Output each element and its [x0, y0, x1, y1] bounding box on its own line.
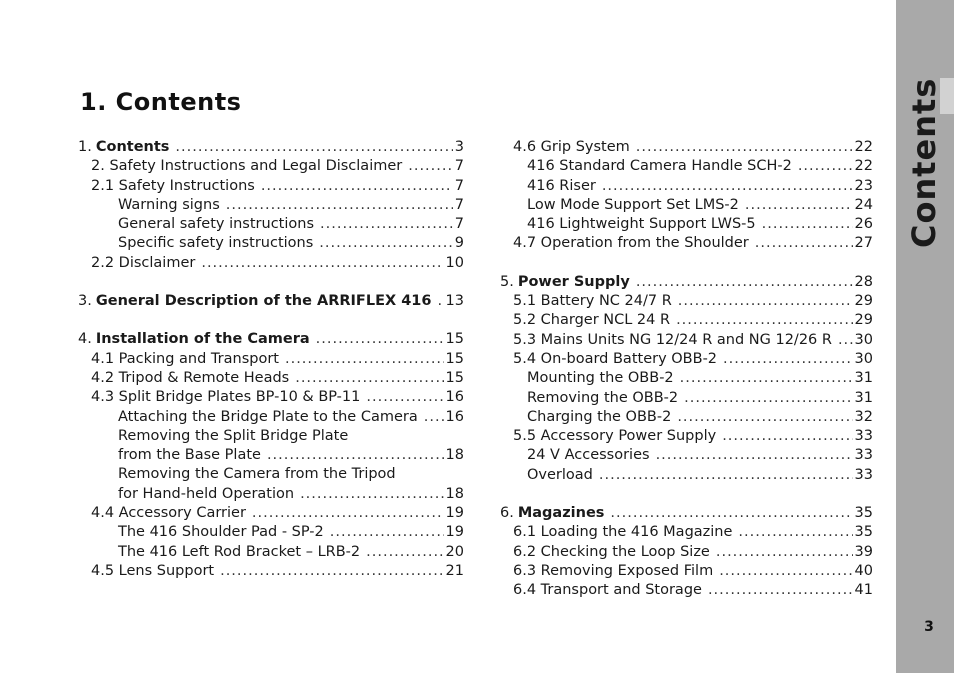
- toc-entry-label: 2.1 Safety Instructions: [91, 177, 255, 194]
- toc-dot-leader: [330, 523, 444, 542]
- toc-entry-page: 22: [854, 158, 873, 175]
- toc-entry-page: 32: [854, 408, 873, 425]
- toc-entry[interactable]: [500, 562, 873, 581]
- toc-entry-page: 10: [445, 254, 464, 271]
- toc-entry-page: 28: [854, 273, 873, 290]
- toc-right-column: [500, 138, 873, 601]
- toc-dot-leader: [610, 504, 852, 523]
- toc-entry-page: 35: [854, 524, 873, 541]
- toc-entry-page: 3: [454, 139, 464, 155]
- toc-dot-leader: [722, 427, 852, 446]
- toc-entry-page: 39: [854, 543, 873, 560]
- toc-dot-leader: [316, 330, 444, 349]
- toc-entry[interactable]: [78, 369, 464, 388]
- toc-entry-label: 4.7 Operation from the Shoulder: [513, 235, 749, 252]
- toc-entry-label: 416 Lightweight Support LWS-5: [527, 216, 756, 233]
- toc-entry-label: Warning signs: [118, 196, 220, 213]
- toc-dot-leader: [220, 562, 443, 581]
- toc-entry-label: 6.1 Loading the 416 Magazine: [513, 524, 733, 541]
- toc-entry-label: 4.3 Split Bridge Plates BP-10 & BP-11: [91, 389, 361, 406]
- toc-entry[interactable]: [78, 523, 464, 542]
- toc-entry[interactable]: [78, 215, 464, 234]
- toc-entry-page: 7: [454, 177, 464, 194]
- toc-left-column: [78, 138, 464, 581]
- toc-entry-label: 4.4 Accessory Carrier: [91, 505, 246, 522]
- toc-entry-page: 40: [854, 562, 873, 579]
- toc-dot-leader: [408, 157, 453, 176]
- toc-entry-page: 15: [445, 331, 464, 348]
- toc-entry-page: 7: [454, 158, 464, 175]
- toc-entry-label: Removing the OBB-2: [527, 389, 679, 406]
- toc-dot-leader: [838, 331, 853, 350]
- toc-entry-page: 29: [854, 293, 873, 310]
- toc-entry-page: 30: [854, 331, 873, 348]
- toc-entry-page: 7: [454, 216, 464, 233]
- toc-dot-leader: [267, 446, 444, 465]
- toc-entry-label: Specific safety instructions: [118, 235, 314, 252]
- toc-dot-leader: [723, 350, 853, 369]
- toc-entry[interactable]: [78, 138, 464, 157]
- toc-entry-page: 9: [454, 235, 464, 252]
- toc-entry-page: 22: [854, 139, 873, 155]
- toc-entry-label: for Hand-held Operation: [118, 485, 295, 502]
- toc-entry[interactable]: [500, 369, 873, 388]
- toc-entry[interactable]: [78, 254, 464, 273]
- toc-dot-leader: [201, 254, 443, 273]
- toc-entry[interactable]: [500, 466, 873, 485]
- toc-entry[interactable]: [78, 177, 464, 196]
- toc-entry[interactable]: [78, 196, 464, 215]
- toc-entry[interactable]: [500, 427, 873, 446]
- toc-entry[interactable]: [78, 485, 464, 504]
- toc-entry-number: 1.: [78, 139, 92, 155]
- toc-entry-label: 2. Safety Instructions and Legal Disclaimer: [91, 158, 403, 175]
- toc-entry[interactable]: [500, 389, 873, 408]
- toc-entry-label: 416 Riser: [527, 177, 596, 194]
- toc-entry[interactable]: [500, 408, 873, 427]
- toc-dot-leader: [716, 543, 853, 562]
- toc-entry-label: 6.4 Transport and Storage: [513, 582, 702, 599]
- toc-dot-leader: [175, 138, 452, 157]
- toc-entry[interactable]: [500, 331, 873, 350]
- toc-entry[interactable]: [500, 196, 873, 215]
- toc-dot-leader: [738, 523, 852, 542]
- toc-entry[interactable]: [78, 562, 464, 581]
- toc-entry-page: 33: [854, 447, 873, 464]
- page-title: 1. Contents: [80, 88, 242, 116]
- toc-entry-label: Attaching the Bridge Plate to the Camera: [118, 408, 418, 425]
- toc-entry[interactable]: [78, 408, 464, 427]
- toc-entry-page: 19: [445, 524, 464, 541]
- toc-entry-number: 4.: [78, 331, 92, 348]
- toc-entry[interactable]: [78, 427, 464, 446]
- toc-entry-label: 5.1 Battery NC 24/7 R: [513, 293, 672, 310]
- toc-entry[interactable]: [500, 177, 873, 196]
- toc-entry-label: 5.5 Accessory Power Supply: [513, 428, 717, 445]
- toc-entry-label: 5.2 Charger NCL 24 R: [513, 312, 671, 329]
- toc-dot-leader: [366, 543, 443, 562]
- toc-entry-label: Charging the OBB-2: [527, 408, 672, 425]
- toc-entry-page: 41: [854, 582, 873, 599]
- toc-dot-leader: [719, 562, 852, 581]
- toc-dot-leader: [599, 466, 853, 485]
- toc-entry-page: 16: [445, 389, 464, 406]
- toc-entry[interactable]: [500, 273, 873, 292]
- toc-entry-label: 2.2 Disclaimer: [91, 254, 196, 271]
- toc-entry-page: 13: [445, 293, 464, 310]
- toc-entry[interactable]: [78, 446, 464, 465]
- toc-entry[interactable]: [78, 543, 464, 562]
- toc-entry-page: 31: [854, 370, 873, 387]
- toc-entry-page: 19: [445, 505, 464, 522]
- toc-entry-label: 24 V Accessories: [527, 447, 650, 464]
- toc-dot-leader: [252, 504, 444, 523]
- toc-entry-label: General Description of the ARRIFLEX 416: [95, 293, 432, 310]
- toc-dot-leader: [684, 389, 852, 408]
- toc-dot-leader: [424, 408, 444, 427]
- toc-entry-label: 4.1 Packing and Transport: [91, 350, 279, 367]
- toc-entry-page: 23: [854, 177, 873, 194]
- toc-dot-leader: [656, 446, 853, 465]
- toc-entry-label: Magazines: [517, 505, 605, 522]
- toc-dot-leader: [300, 485, 443, 504]
- toc-entry[interactable]: [500, 581, 873, 600]
- toc-entry-page: 18: [445, 447, 464, 464]
- toc-entry-page: 33: [854, 428, 873, 445]
- toc-entry-label: The 416 Left Rod Bracket – LRB-2: [118, 543, 361, 560]
- toc-dot-leader: [762, 215, 853, 234]
- toc-entry-label: Removing the Camera from the Tripod: [118, 466, 396, 483]
- toc-entry-label: Contents: [95, 139, 170, 155]
- toc-entry[interactable]: [78, 234, 464, 253]
- toc-dot-leader: [677, 408, 852, 427]
- toc-dot-leader: [745, 196, 853, 215]
- toc-entry[interactable]: [78, 292, 464, 311]
- toc-entry[interactable]: [500, 157, 873, 176]
- toc-dot-leader: [755, 234, 853, 253]
- toc-entry-page: 31: [854, 389, 873, 406]
- page-number: 3: [924, 619, 934, 635]
- toc-dot-leader: [261, 177, 453, 196]
- side-tab-label: Contents: [905, 77, 943, 248]
- toc-entry[interactable]: [500, 292, 873, 311]
- toc-entry[interactable]: [78, 157, 464, 176]
- toc-entry[interactable]: [78, 504, 464, 523]
- toc-entry[interactable]: [500, 543, 873, 562]
- toc-entry-label: 4.6 Grip System: [513, 139, 630, 155]
- toc-entry-page: 35: [854, 505, 873, 522]
- toc-entry-label: General safety instructions: [118, 216, 315, 233]
- toc-entry-label: 4.2 Tripod & Remote Heads: [91, 369, 290, 386]
- toc-entry-label: 5.4 On-board Battery OBB-2: [513, 350, 718, 367]
- toc-entry-page: 33: [854, 466, 873, 483]
- toc-entry[interactable]: [500, 350, 873, 369]
- toc-entry[interactable]: [78, 465, 464, 484]
- toc-entry[interactable]: [500, 504, 873, 523]
- toc-dot-leader: [602, 177, 853, 196]
- toc-entry-label: Removing the Split Bridge Plate: [118, 427, 349, 444]
- toc-entry-number: 3.: [78, 293, 92, 310]
- toc-entry[interactable]: [500, 215, 873, 234]
- toc-dot-leader: [295, 369, 443, 388]
- toc-entry-page: 7: [454, 196, 464, 213]
- toc-dot-leader: [437, 292, 443, 311]
- toc-entry-label: 6.2 Checking the Loop Size: [513, 543, 710, 560]
- toc-dot-leader: [798, 157, 853, 176]
- toc-dot-leader: [708, 581, 853, 600]
- toc-entry-page: 18: [445, 485, 464, 502]
- toc-entry-page: 21: [445, 562, 464, 579]
- toc-entry[interactable]: [500, 234, 873, 253]
- toc-entry[interactable]: [500, 523, 873, 542]
- toc-entry-label: Mounting the OBB-2: [527, 370, 674, 387]
- toc-entry-page: 24: [854, 196, 873, 213]
- toc-entry[interactable]: [78, 330, 464, 349]
- toc-dot-leader: [676, 311, 852, 330]
- toc-entry-number: 5.: [500, 273, 514, 290]
- toc-entry-label: 5.3 Mains Units NG 12/24 R and NG 12/26 R: [513, 331, 832, 348]
- toc-dot-leader: [226, 196, 453, 215]
- toc-entry-page: 16: [445, 408, 464, 425]
- toc-dot-leader: [636, 273, 853, 292]
- toc-entry-page: 20: [445, 543, 464, 560]
- toc-entry-label: from the Base Plate: [118, 447, 261, 464]
- toc-entry-label: 416 Standard Camera Handle SCH-2: [527, 158, 792, 175]
- toc-entry-label: 6.3 Removing Exposed Film: [513, 562, 714, 579]
- toc-dot-leader: [366, 388, 443, 407]
- toc-entry[interactable]: [500, 138, 873, 157]
- toc-entry-label: Overload: [527, 466, 593, 483]
- toc-entry-label: The 416 Shoulder Pad - SP-2: [118, 524, 324, 541]
- toc-dot-leader: [680, 369, 853, 388]
- toc-dot-leader: [319, 234, 452, 253]
- toc-dot-leader: [285, 350, 444, 369]
- toc-entry-page: 15: [445, 369, 464, 386]
- toc-entry-page: 27: [854, 235, 873, 252]
- toc-entry-label: Low Mode Support Set LMS-2: [527, 196, 739, 213]
- toc-entry[interactable]: [78, 388, 464, 407]
- toc-entry[interactable]: [500, 311, 873, 330]
- toc-dot-leader: [636, 138, 853, 157]
- toc-entry-page: 26: [854, 216, 873, 233]
- toc-entry-label: Installation of the Camera: [95, 331, 310, 348]
- toc-entry-page: 29: [854, 312, 873, 329]
- toc-entry-number: 6.: [500, 505, 514, 522]
- toc-entry-page: 15: [445, 350, 464, 367]
- toc-entry[interactable]: [78, 350, 464, 369]
- toc-entry-label: 4.5 Lens Support: [91, 562, 215, 579]
- toc-dot-leader: [678, 292, 853, 311]
- toc-dot-leader: [320, 215, 453, 234]
- toc-entry-label: Power Supply: [517, 273, 630, 290]
- toc-entry-page: 30: [854, 350, 873, 367]
- toc-entry[interactable]: [500, 446, 873, 465]
